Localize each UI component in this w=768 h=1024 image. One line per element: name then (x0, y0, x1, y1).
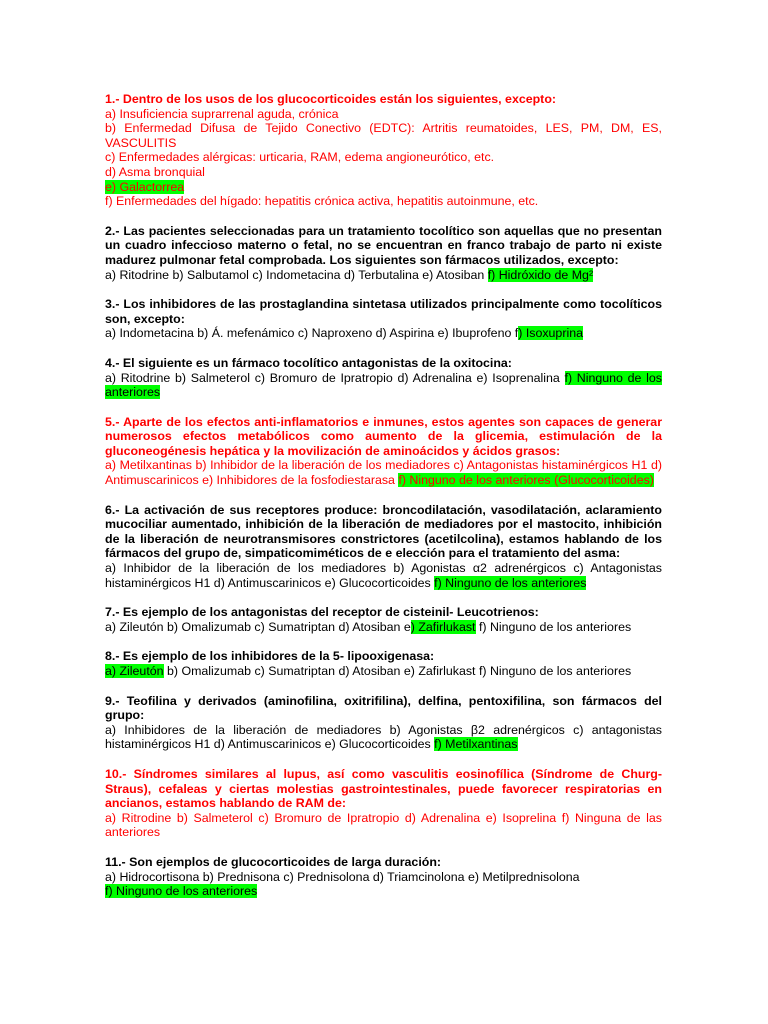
question-7 (105, 605, 662, 634)
question-6 (105, 503, 662, 591)
options-text: a) Indometacina b) Á. mefenámico c) Naproxeno d) Aspirina e) Ibuprofeno f (105, 326, 519, 341)
question-stem: Las pacientes seleccionadas para un tratamiento tocolítico son aquellas que no presentan un cuadro infeccioso materno o fetal, no se encuentran en franco trabajo de parto ni existe madurez pulmonar fetal comprobada. Los siguientes son fármacos utilizados, excepto: (105, 223, 662, 267)
question-6-text (105, 503, 662, 561)
question-2-text (105, 224, 662, 268)
question-5-text (105, 415, 662, 459)
correct-answer: f) Ninguno de los anteriores (434, 575, 587, 590)
question-1 (105, 92, 662, 209)
correct-answer: f) Metilxantinas (434, 737, 518, 752)
options-text: a) Zileutón b) Omalizumab c) Sumatriptan d) Atosiban e (105, 619, 411, 634)
options-text: a) Inhibidores de la liberación de mediadores b) Agonistas β2 adrenérgicos c) antagonistas histaminérgicos H1 d) Antimuscarinicos e) Glucocorticoides (105, 722, 662, 752)
question-stem: Es ejemplo de los inhibidores de la 5- lipooxigenasa: (122, 649, 435, 664)
correct-answer: ) Zafirlukast (410, 619, 476, 634)
question-stem: Síndromes similares al lupus, así como vasculitis eosinofílica (Síndrome de Churg-Straus), cefaleas y ciertas molestias gastrointestinales, puede favorecer respiratorias en ancianos, estamos hablando de RAM de: (105, 766, 662, 811)
question-stem: Es ejemplo de los antagonistas del receptor de cisteinil- Leucotrienos: (122, 605, 539, 620)
question-stem: Teofilina y derivados (aminofilina, oxitrifilina), delfina, pentoxifilina, son fármacos del grupo: (105, 693, 662, 723)
options-text: a) Ritodrine b) Salmeterol c) Bromuro de Ipratropio d) Adrenalina e) Isoprenalina (105, 370, 565, 385)
question-8-text (105, 649, 662, 664)
question-3-text (105, 297, 662, 326)
correct-answer: a) Zileutón (105, 664, 164, 678)
question-5 (105, 415, 662, 488)
question-6-options (105, 561, 662, 590)
question-11-text (105, 855, 662, 870)
correct-answer: ) Isoxuprina (518, 326, 583, 341)
question-stem: Son ejemplos de glucocorticoides de larga duración: (129, 854, 442, 869)
question-9 (105, 694, 662, 752)
option-c: c) Enfermedades alérgicas: urticaria, RAM, edema angioneurótico, etc. (105, 150, 495, 165)
question-5-options (105, 458, 662, 487)
question-4-options (105, 371, 662, 400)
question-3-options (105, 326, 662, 341)
options-text: a) Inhibidor de la liberación de los mediadores b) Agonistas α2 adrenérgicos c) Antagonistas histaminérgicos H1 d) Antimuscarinicos e) Glucocorticoides (105, 561, 662, 590)
question-4 (105, 356, 662, 400)
option-a: a) Insuficiencia suprarrenal aguda, crónica (105, 106, 339, 121)
option-f: f) Enfermedades del hígado: hepatitis crónica activa, hepatitis autoinmune, etc. (105, 194, 539, 209)
question-8 (105, 649, 662, 678)
question-10 (105, 767, 662, 840)
question-number: 2.- (105, 223, 120, 238)
question-number: 1.- (105, 92, 120, 106)
question-4-text (105, 356, 662, 371)
option-b: b) Enfermedad Difusa de Tejido Conectivo (EDTC): Artritis reumatoides, LES, PM, DM, ES, VASCULITIS (105, 121, 662, 150)
question-11-options: a) Hidrocortisona b) Prednisona c) Prednisolona d) Triamcinolona e) Metilprednisolona (105, 869, 580, 884)
question-stem: La activación de sus receptores produce: broncodilatación, vasodilatación, aclaramiento mucociliar aumentado, inhibición de la liberación de mediadores por el mastocito, inhibición de la liberación de neurotransmisores constrictores (acetilcolina), estamos hablando de los fármacos del grupo de, simpaticomiméticos de e elección para el tratamiento del asma: (105, 502, 662, 561)
question-3 (105, 297, 662, 341)
exam-document (105, 92, 662, 914)
question-number: 3.- (105, 297, 120, 312)
options-text-rest: b) Omalizumab c) Sumatriptan d) Atosiban e) Zafirlukast f) Ninguno de los anteriores (163, 664, 632, 678)
options-text: a) Ritodrine b) Salbutamol c) Indometacina d) Terbutalina e) Atosiban (105, 267, 488, 282)
question-7-text (105, 605, 662, 620)
question-number: 9.- (105, 693, 120, 708)
question-stem: El siguiente es un fármaco tocolítico antagonistas de la oxitocina: (122, 355, 512, 370)
correct-answer: f) Hidróxido de Mg² (487, 267, 594, 282)
question-10-options: a) Ritrodine b) Salmeterol c) Bromuro de Ipratropio d) Adrenalina e) Isoprelina f) Ninguna de las anteriores (105, 810, 662, 840)
options-text: a) Metilxantinas b) Inhibidor de la liberación de los mediadores c) Antagonistas histaminérgicos H1 d) Antimuscarinicos e) Inhibidores de la fosfodiestarasa (105, 458, 662, 488)
question-1-text (105, 92, 662, 107)
question-number: 7.- (105, 605, 120, 620)
correct-answer: f) Ninguno de los anteriores (105, 370, 662, 400)
question-stem: Dentro de los usos de los glucocorticoides están los siguientes, excepto: (122, 92, 557, 106)
question-7-options (105, 620, 662, 635)
question-number: 11.- (105, 854, 126, 869)
question-2 (105, 224, 662, 282)
question-number: 5.- (105, 414, 120, 429)
options-text-rest: f) Ninguno de los anteriores (475, 619, 632, 634)
question-stem: Los inhibidores de las prostaglandina sintetasa utilizados principalmente como tocolíticos son, excepto: (105, 297, 662, 326)
question-number: 8.- (105, 649, 120, 664)
question-9-text (105, 694, 662, 723)
question-10-text (105, 767, 662, 811)
correct-answer: e) Galactorrea (105, 179, 185, 194)
question-2-options (105, 268, 662, 283)
question-8-options (105, 664, 662, 679)
question-number: 4.- (105, 355, 120, 370)
option-d: d) Asma bronquial (105, 164, 205, 179)
correct-answer: f) Ninguno de los anteriores (105, 884, 258, 899)
question-9-options (105, 723, 662, 752)
question-stem: Aparte de los efectos anti-inflamatorios e inmunes, estos agentes son capaces de generar numerosos efectos metabólicos como aumento de la glicemia, estimulación de la gluconeogénesis hepática y la movilización de aminoácidos y ácidos grasos: (105, 414, 663, 458)
correct-answer: f) Ninguno de los anteriores (Glucocorticoides) (398, 473, 654, 488)
question-number: 6.- (105, 502, 120, 517)
question-number: 10.- (105, 766, 127, 781)
question-11 (105, 855, 662, 899)
